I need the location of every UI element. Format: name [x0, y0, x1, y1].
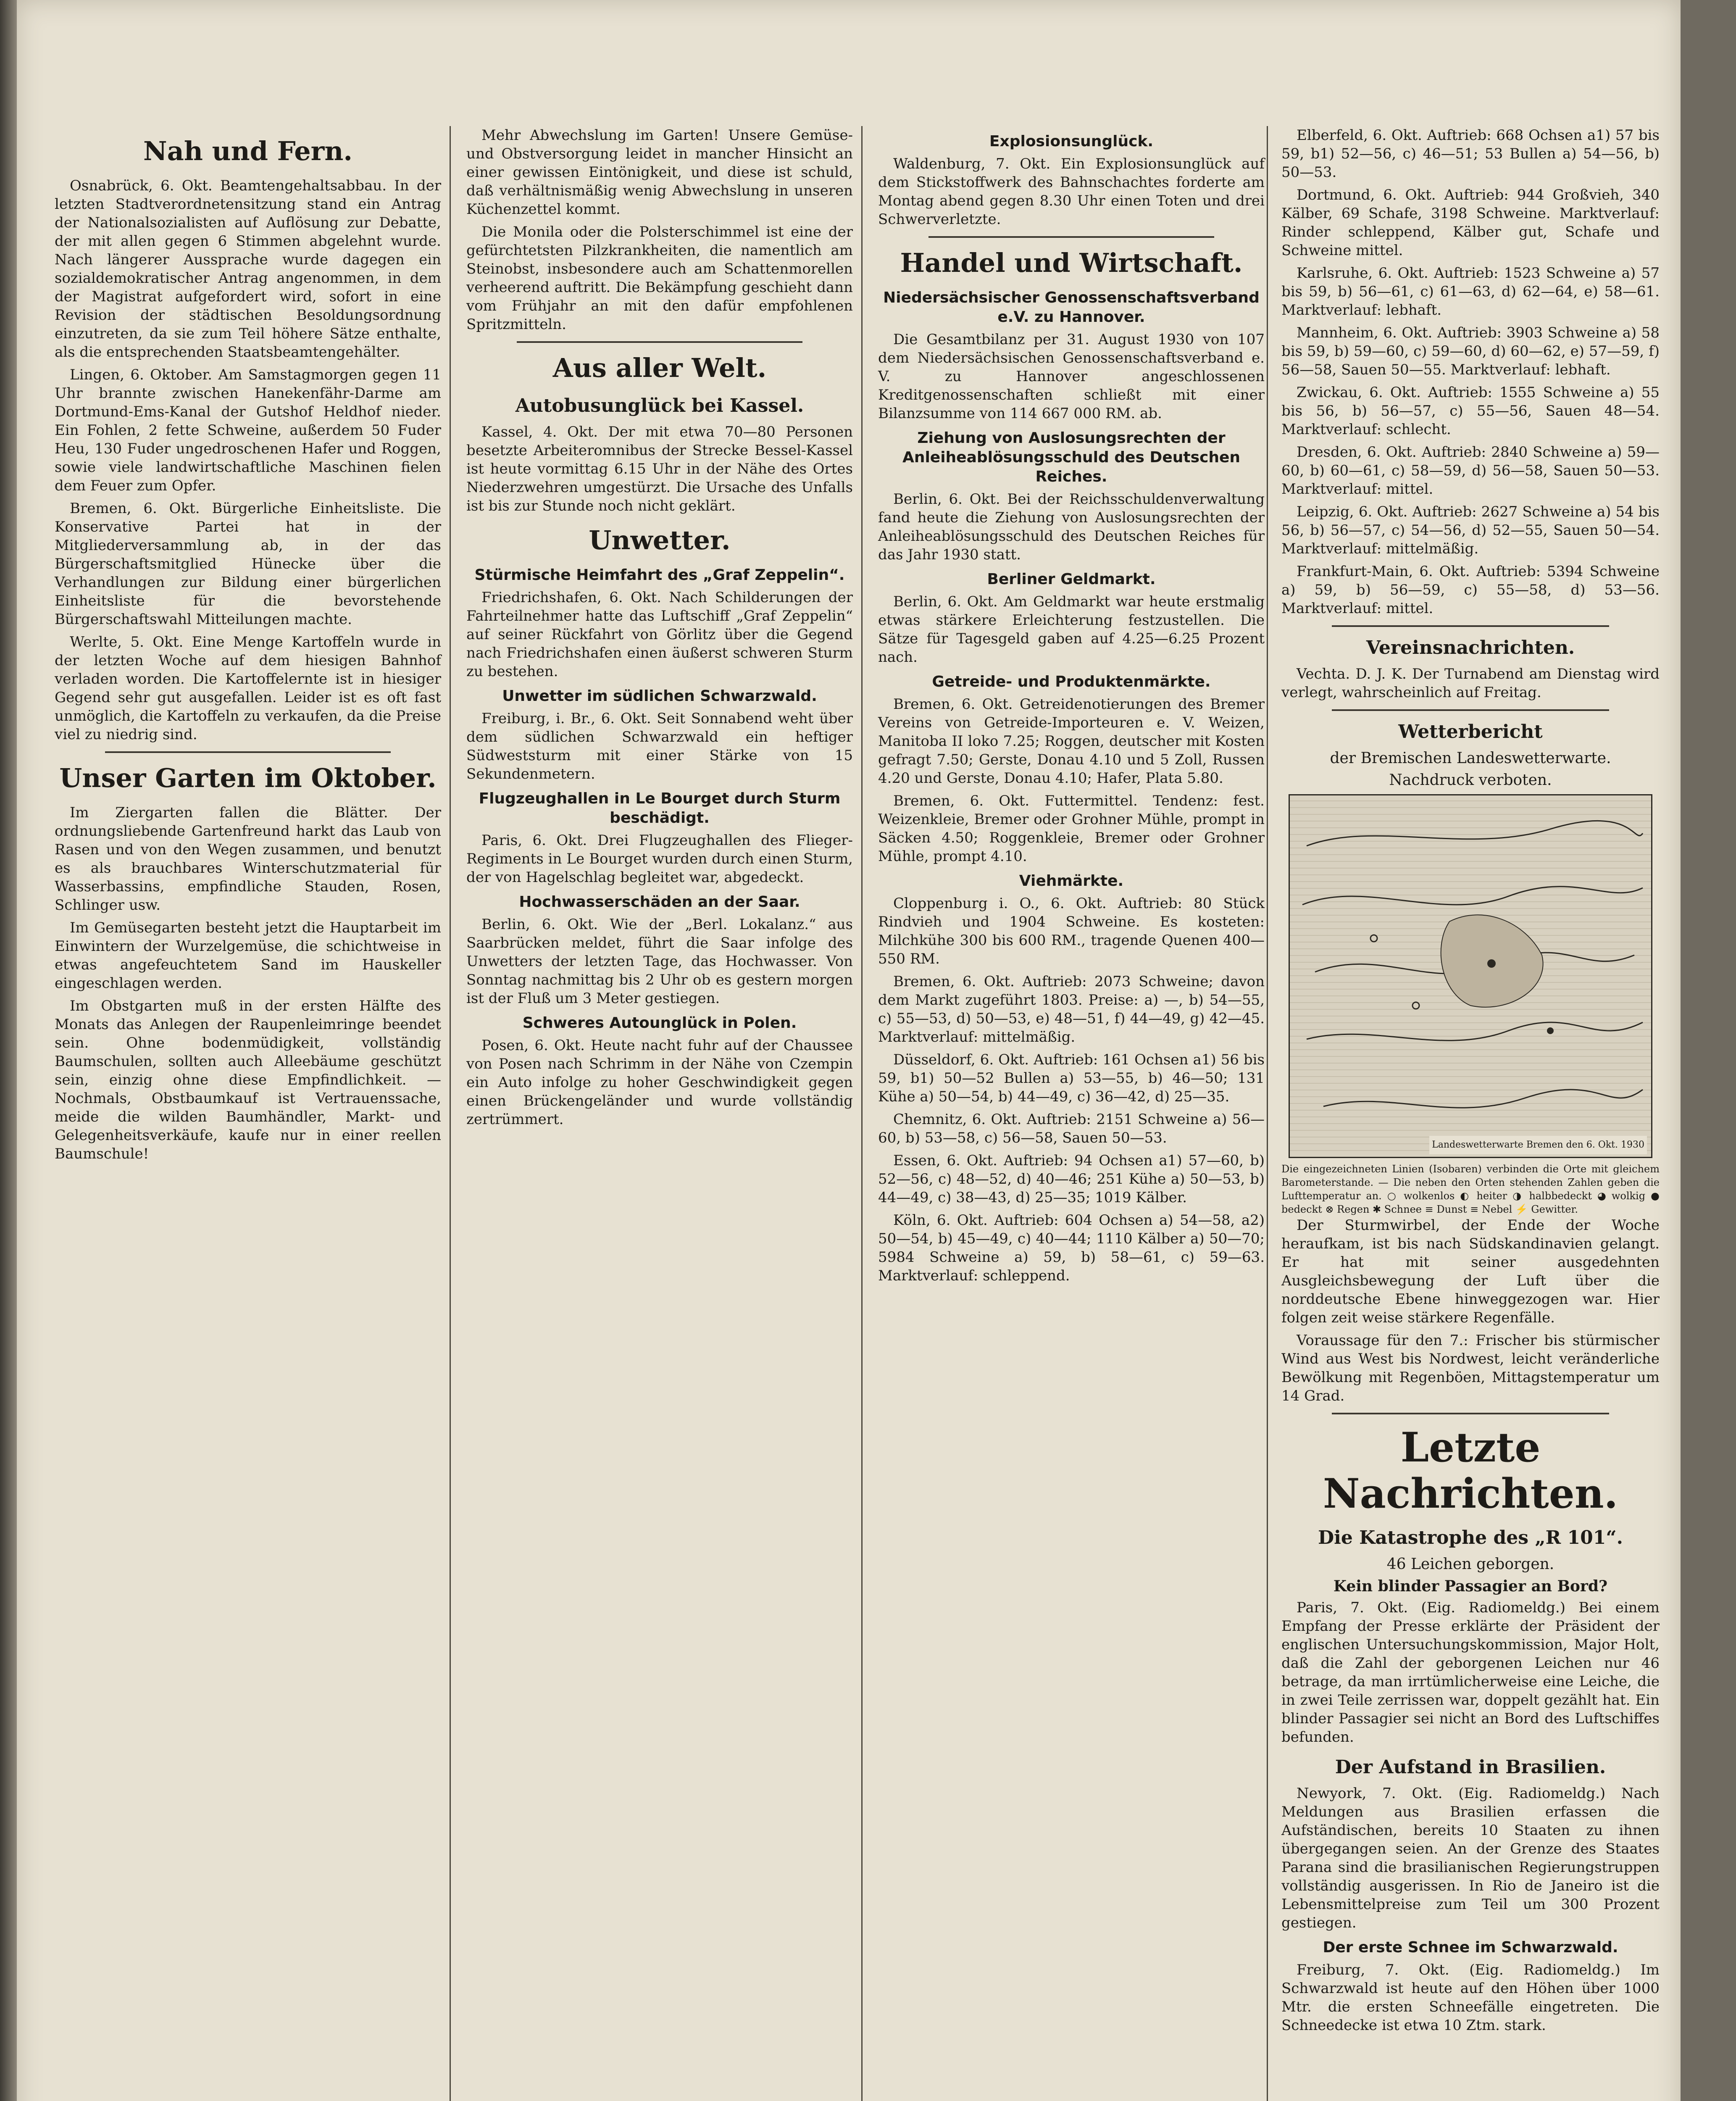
heading-viehmaerkte: Viehmärkte.: [1019, 872, 1124, 890]
article-paragraph: Elberfeld, 6. Okt. Auftrieb: 668 Ochsen a1) 57 bis 59, b1) 52—56, c) 46—51; 53 Bullen a) 54—56, b) 50—53.: [1281, 127, 1660, 181]
article-paragraph: Lingen, 6. Oktober. Am Samstagmorgen gegen 11 Uhr brannte zwischen Hanekenfähr-Darme am Dortmund-Ems-Kanal der Gutshof Heldhof nieder. Ein Fohlen, 2 fette Schweine, außerdem 50 Fuder Heu, 130 Fuder ungedroschenen Hafer und Roggen, sowie viele landwirtschaftliche Maschinen fielen dem Feuer zum Opfer.: [55, 366, 441, 494]
article-paragraph: Berlin, 6. Okt. Wie der „Berl. Lokalanz.“ aus Saarbrücken meldet, führt die Saar infolge des Unwetters der letzten Tage, das Hochwasser. Von Sonntag nachmittag bis 2 Uhr ob es gestern morgen ist der Fluß um 3 Meter gestiegen.: [466, 916, 853, 1007]
column-4: [1281, 126, 1660, 2039]
heading-graf-zeppelin: Stürmische Heimfahrt des „Graf Zeppelin“.: [474, 566, 845, 584]
article-paragraph: Die Gesamtbilanz per 31. August 1930 von 107 dem Niedersächsischen Genossenschaftsverband e. V. zu Hannover angeschlossenen Kreditgenossenschaften schließt mit einer Bilanzsumme von 114 667 000 RM. ab.: [878, 331, 1265, 422]
reprint-note: Nachdruck verboten.: [1389, 771, 1552, 789]
weather-map: [1289, 794, 1652, 1158]
section-divider: [105, 751, 391, 753]
article-paragraph: Paris, 7. Okt. (Eig. Radiomeldg.) Bei einem Empfang der Presse erklärte der Präsident der englischen Untersuchungskommission, Major Holt, daß die Zahl der geborgenen Leichen nur 46 betrage, da man irrtümlicherweise eine Leiche, die in zwei Teile zerrissen war, doppelt gezählt hat. Ein blinder Passagier sei nicht an Bord des Luftschiffes befunden.: [1281, 1599, 1660, 1746]
heading-geldmarkt: Berliner Geldmarkt.: [987, 571, 1156, 588]
article-paragraph: Leipzig, 6. Okt. Auftrieb: 2627 Schweine a) 54 bis 56, b) 56—57, c) 54—56, d) 52—55, Sauen 50—54. Marktverlauf: mittelmäßig.: [1281, 503, 1660, 557]
column-2: [466, 126, 853, 1133]
heading-schwarzwald: Unwetter im südlichen Schwarzwald.: [502, 687, 817, 705]
wetter-subtitle: der Bremischen Landeswetterwarte.: [1330, 750, 1611, 767]
section-divider: [1332, 709, 1609, 711]
article-paragraph: Chemnitz, 6. Okt. Auftrieb: 2151 Schweine a) 56—60, b) 53—58, c) 56—58, Sauen 50—53.: [878, 1111, 1265, 1146]
r101-subtitle: 46 Leichen geborgen.: [1386, 1556, 1555, 1573]
heading-ziehung: Ziehung von Auslosungsrechten der Anleiheablösungsschuld des Deutschen Reiches.: [902, 429, 1241, 485]
article-paragraph: Die Monila oder die Polsterschimmel ist eine der gefürchtetsten Pilzkrankheiten, die namentlich am Steinobst, insbesondere auch am Schattenmorellen verheerend auftritt. Die Bekämpfung geschieht dann vom Frühjahr an mit den dafür empfohlenen Spritzmitteln.: [466, 224, 853, 333]
heading-brasilien: Der Aufstand in Brasilien.: [1335, 1756, 1606, 1778]
article-paragraph: Osnabrück, 6. Okt. Beamtengehaltsabbau. In der letzten Stadtverordnetensitzung stand ein Antrag der Nationalsozialisten auf Auflösung zur Debatte, der mit allen gegen 6 Stimmen abgelehnt wurde. Nach längerer Aussprache wurde dagegen ein sozialdemokratischer Antrag angenommen, in dem der Magistrat aufgefordert wird, sofort in eine Revision der städtischen Besoldungsordnung einzutreten, da sie zum Teil höhere Sätze enthalte, als die entsprechenden Staatsbeamtengehälter.: [55, 177, 441, 361]
article-paragraph: Düsseldorf, 6. Okt. Auftrieb: 161 Ochsen a1) 56 bis 59, b1) 50—52 Bullen a) 53—55, b) 46—50; 131 Kühe a) 50—54, b) 44—49, c) 36—42, d) 25—35.: [878, 1051, 1265, 1105]
heading-letzte-nachrichten: Letzte Nachrichten.: [1323, 1424, 1618, 1517]
article-paragraph: Voraussage für den 7.: Frischer bis stürmischer Wind aus West bis Nordwest, leicht veränderliche Bewölkung mit Regenböen, Mittagstemperatur um 14 Grad.: [1281, 1332, 1660, 1404]
article-paragraph: Dortmund, 6. Okt. Auftrieb: 944 Großvieh, 340 Kälber, 69 Schafe, 3198 Schweine. Marktverlauf: Rinder schleppend, Kälber gut, Schafe und Schweine mittel.: [1281, 187, 1660, 259]
heading-autobusunglueck: Autobusunglück bei Kassel.: [515, 395, 804, 416]
article-paragraph: Der Sturmwirbel, der Ende der Woche heraufkam, ist bis nach Südskandinavien gelangt. Er hat mit seiner ausgedehnten Ausgleichsbewegung der Luft über die norddeutsche Ebene hinweggezogen war. Hier folgen zeit weise stärkere Regenfälle.: [1281, 1217, 1660, 1326]
heading-handel-und-wirtschaft: Handel und Wirtschaft.: [900, 247, 1243, 278]
article-paragraph: Bremen, 6. Okt. Auftrieb: 2073 Schweine; davon dem Markt zugeführt 1803. Preise: a) —, b) 54—55, c) 55—53, d) 50—53, e) 48—51, f) 44—49, g) 42—45. Marktverlauf: mittelmäßig.: [878, 973, 1265, 1045]
heading-getreide: Getreide- und Produktenmärkte.: [932, 673, 1211, 690]
article-paragraph: Köln, 6. Okt. Auftrieb: 604 Ochsen a) 54—58, a2) 50—54, b) 45—49, c) 40—44; 1110 Kälber a) 50—70; 5984 Schweine a) 59, b) 58—61, c) 59—63. Marktverlauf: schleppend.: [878, 1212, 1265, 1284]
column-3: [878, 126, 1265, 1289]
article-paragraph: Freiburg, 7. Okt. (Eig. Radiomeldg.) Im Schwarzwald ist heute auf den Höhen über 1000 Mtr. die ersten Schneefälle eingetreten. Die Schneedecke ist etwa 10 Ztm. stark.: [1281, 1961, 1660, 2034]
heading-genossenschaftsverband: Niedersächsischer Genossenschaftsverband e.V. zu Hannover.: [883, 289, 1260, 326]
section-divider: [1332, 1413, 1609, 1414]
heading-flugzeughallen: Flugzeughallen in Le Bourget durch Sturm beschädigt.: [479, 790, 841, 827]
article-paragraph: Zwickau, 6. Okt. Auftrieb: 1555 Schweine a) 55 bis 56, b) 56—57, c) 55—56, Sauen 48—54. Marktverlauf: schlecht.: [1281, 384, 1660, 438]
heading-explosionsunglueck: Explosionsunglück.: [989, 133, 1154, 150]
article-paragraph: Vechta. D. J. K. Der Turnabend am Dienstag wird verlegt, wahrscheinlich auf Freitag.: [1281, 666, 1660, 701]
section-divider: [1332, 625, 1609, 627]
heading-polen: Schweres Autounglück in Polen.: [522, 1014, 797, 1032]
article-paragraph: Mehr Abwechslung im Garten! Unsere Gemüse- und Obstversorgung leidet in mancher Hinsicht an einer gewissen Eintönigkeit, und diese ist schuld, daß verhältnismäßig wenig Abwechslung in unseren Küchenzettel kommt.: [466, 127, 853, 218]
r101-question: Kein blinder Passagier an Bord?: [1333, 1577, 1608, 1595]
weather-legend: Die eingezeichneten Linien (Isobaren) verbinden die Orte mit gleichem Barometerstande. — Die neben den Orten stehenden Zahlen geben die Lufttemperatur an. ○ wolkenlos ◐ heiter ◑ halbbedeckt ◕ wolkig ● bedeckt ⊗ Regen ✱ Schnee ≡ Dunst ≡ Nebel ⚡ Gewitter.: [1281, 1163, 1660, 1215]
newspaper-page: [17, 0, 1681, 2101]
article-paragraph: Berlin, 6. Okt. Am Geldmarkt war heute erstmalig etwas stärkere Erleichterung festzustellen. Die Sätze für Tagesgeld gaben auf 4.25—6.25 Prozent nach.: [878, 593, 1265, 666]
heading-unwetter: Unwetter.: [589, 525, 731, 556]
heading-saar: Hochwasserschäden an der Saar.: [519, 893, 800, 911]
heading-vereinsnachrichten: Vereinsnachrichten.: [1366, 637, 1575, 658]
article-paragraph: Waldenburg, 7. Okt. Ein Explosionsunglück auf dem Stickstoffwerk des Bahnschachtes forderte am Montag abend gegen 8.30 Uhr einen Toten und drei Schwerverletzte.: [878, 155, 1265, 228]
section-divider: [928, 236, 1214, 238]
heading-r101: Die Katastrophe des „R 101“.: [1318, 1527, 1623, 1548]
heading-nah-und-fern: Nah und Fern.: [143, 136, 352, 166]
article-paragraph: Im Gemüsegarten besteht jetzt die Hauptarbeit im Einwintern der Wurzelgemüse, die schichtweise in etwas angefeuchtetem Sand im Hauskeller eingeschlagen werden.: [55, 919, 441, 992]
heading-erster-schnee: Der erste Schnee im Schwarzwald.: [1323, 1939, 1618, 1956]
isobar-map-graphic: [1290, 795, 1651, 1157]
map-caption: Landeswetterwarte Bremen den 6. Okt. 1930: [1429, 1136, 1647, 1154]
section-divider: [517, 341, 802, 343]
article-paragraph: Dresden, 6. Okt. Auftrieb: 2840 Schweine a) 59—60, b) 60—61, c) 58—59, d) 56—58, Sauen 50—53. Marktverlauf: mittel.: [1281, 444, 1660, 498]
article-paragraph: Essen, 6. Okt. Auftrieb: 94 Ochsen a1) 57—60, b) 52—56, c) 48—52, d) 40—46; 251 Kühe a) 50—53, b) 44—49, c) 38—43, d) 25—35; 1019 Kälber.: [878, 1152, 1265, 1206]
article-paragraph: Im Obstgarten muß in der ersten Hälfte des Monats das Anlegen der Raupenleimringe beendet sein. Ohne bodenmüdigkeit, vollständig Baumschulen, sollten auch Alleebäume geschützt sein, einzig ohne diese Empfindlichkeit. — Nochmals, Obstbaumkauf ist Vertrauenssache, meide die wilden Baumhändler, Markt- und Gelegenheitsverkäufe, kaufe nur in einer reellen Baumschule!: [55, 998, 441, 1162]
article-paragraph: Frankfurt-Main, 6. Okt. Auftrieb: 5394 Schweine a) 59, b) 56—59, c) 55—58, d) 53—56. Marktverlauf: mittel.: [1281, 563, 1660, 617]
article-paragraph: Friedrichshafen, 6. Okt. Nach Schilderungen der Fahrteilnehmer hatte das Luftschiff „Graf Zeppelin“ auf seiner Rückfahrt von Görlitz über die Gegend nach Friedrichshafen einen äußerst schweren Sturm zu bestehen.: [466, 589, 853, 680]
heading-wetterbericht: Wetterbericht: [1398, 721, 1543, 742]
article-paragraph: Werlte, 5. Okt. Eine Menge Kartoffeln wurde in der letzten Woche auf dem hiesigen Bahnhof verladen worden. Die Kartoffelernte ist in hiesiger Gegend sehr gut ausgefallen. Leider ist es oft fast unmöglich, die Kartoffeln zu verkaufen, da die Preise viel zu niedrig sind.: [55, 634, 441, 743]
column-1: [55, 126, 441, 1167]
article-paragraph: Newyork, 7. Okt. (Eig. Radiomeldg.) Nach Meldungen aus Brasilien erfassen die Aufständischen, bereits 10 Staaten zu ihnen übergegangen seien. An der Grenze des Staates Parana sind die brasilianischen Regierungstruppen vollständig ausgerissen. In Rio de Janeiro ist die Lebensmittelpreise zum Teil um 300 Prozent gestiegen.: [1281, 1785, 1660, 1931]
article-paragraph: Bremen, 6. Okt. Futtermittel. Tendenz: fest. Weizenkleie, Bremer oder Grohner Mühle, prompt in Säcken 4.50; Roggenkleie, Bremer oder Grohner Mühle, prompt 4.10.: [878, 792, 1265, 865]
heading-unser-garten: Unser Garten im Oktober.: [59, 763, 437, 793]
article-paragraph: Karlsruhe, 6. Okt. Auftrieb: 1523 Schweine a) 57 bis 59, b) 56—61, c) 61—63, d) 62—64, e) 58—61. Marktverlauf: lebhaft.: [1281, 265, 1660, 319]
article-paragraph: Im Ziergarten fallen die Blätter. Der ordnungsliebende Gartenfreund harkt das Laub von Rasen und von den Wegen zusammen, und benutzt es als brauchbares Winterschutzmaterial für Wasserbassins, empfindliche Stauden, Rosen, Schlinger usw.: [55, 804, 441, 914]
book-spine: [0, 0, 17, 2101]
article-paragraph: Posen, 6. Okt. Heute nacht fuhr auf der Chaussee von Posen nach Schrimm in der Nähe von Czempin ein Auto infolge zu hoher Geschwindigkeit gegen einen Brückengeländer und wurde vollständig zertrümmert.: [466, 1037, 853, 1128]
article-paragraph: Cloppenburg i. O., 6. Okt. Auftrieb: 80 Stück Rindvieh und 1904 Schweine. Es kosteten: Milchkühe 300 bis 600 RM., tragende Quenen 400—550 RM.: [878, 895, 1265, 967]
article-paragraph: Bremen, 6. Okt. Bürgerliche Einheitsliste. Die Konservative Partei hat in der Mitgliederversammlung ab, in der das Bürgerschaftsmitglied Hünecke über die Verhandlungen zur Bildung einer bürgerlichen Einheitsliste für die bevorstehende Bürgerschaftswahl Mitteilungen machte.: [55, 500, 441, 628]
heading-aus-aller-welt: Aus aller Welt.: [552, 353, 767, 383]
column-rule: [861, 126, 863, 2101]
article-paragraph: Freiburg, i. Br., 6. Okt. Seit Sonnabend weht über dem südlichen Schwarzwald ein heftiger Südweststurm mit einer Stärke von 15 Sekundenmetern.: [466, 710, 853, 782]
article-paragraph: Berlin, 6. Okt. Bei der Reichsschuldenverwaltung fand heute die Ziehung von Auslosungsrechten der Anleiheablösungsschuld des Deutschen Reiches für das Jahr 1930 statt.: [878, 491, 1265, 563]
article-paragraph: Paris, 6. Okt. Drei Flugzeughallen des Flieger-Regiments in Le Bourget wurden durch einen Sturm, der von Hagelschlag begleitet war, abgedeckt.: [466, 832, 853, 886]
column-rule: [450, 126, 451, 2101]
column-rule: [1267, 126, 1268, 2101]
article-paragraph: Bremen, 6. Okt. Getreidenotierungen des Bremer Vereins von Getreide-Importeuren e. V. Weizen, Manitoba II loko 7.25; Roggen, deutscher mit Kosten gefragt 7.50; Gerste, Donau 4.10 und 5 Zoll, Russen 4.20 und Gerste, Donau 4.10; Hafer, Plata 5.80.: [878, 696, 1265, 787]
article-paragraph: Kassel, 4. Okt. Der mit etwa 70—80 Personen besetzte Arbeiteromnibus der Strecke Bessel-Kassel ist heute vormittag 6.15 Uhr in der Nähe des Ortes Niederzwehren umgestürzt. Die Ursache des Unfalls ist bis zur Stunde noch nicht geklärt.: [466, 424, 853, 514]
article-paragraph: Mannheim, 6. Okt. Auftrieb: 3903 Schweine a) 58 bis 59, b) 59—60, c) 59—60, d) 60—62, e) 57—59, f) 56—58, Sauen 50—55. Marktverlauf: lebhaft.: [1281, 324, 1660, 378]
